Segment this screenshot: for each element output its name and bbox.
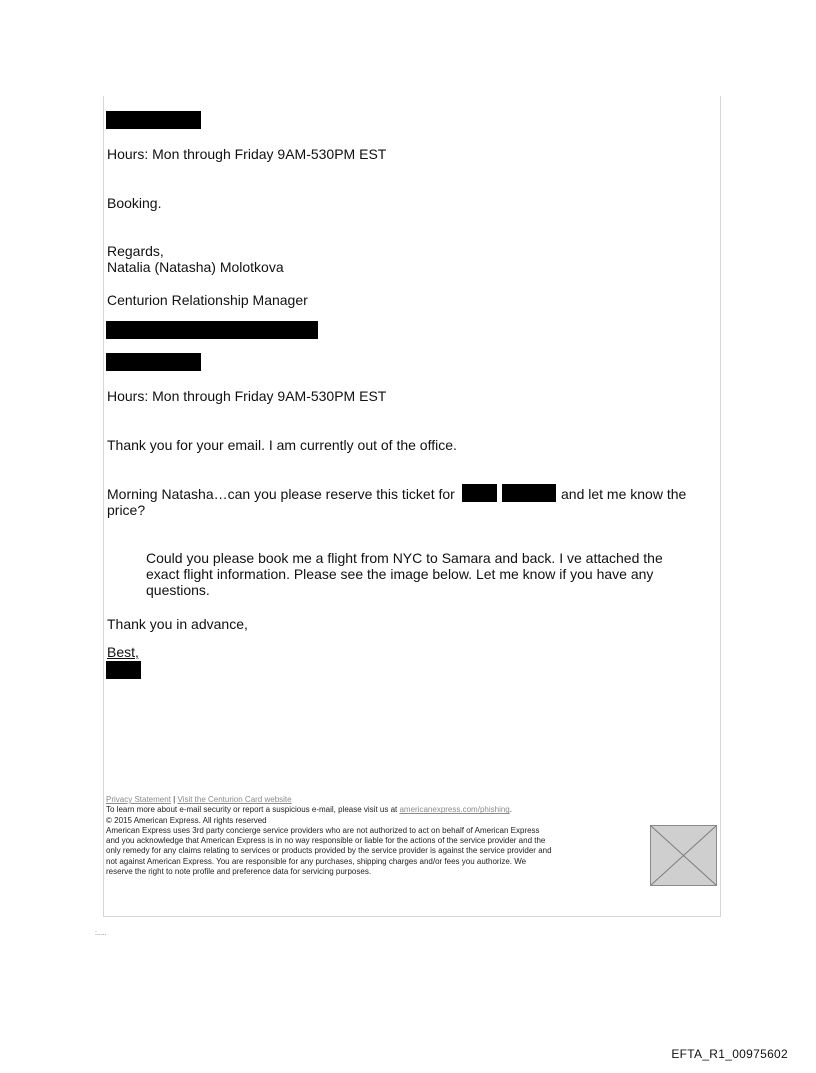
redaction-block xyxy=(462,484,497,502)
phishing-link[interactable]: americanexpress.com/phishing xyxy=(399,805,510,815)
quoted-text-line: Could you please book me a flight from NYC to Samara and back. I ve attached the xyxy=(146,550,663,566)
email-frame xyxy=(103,96,721,917)
redaction-block xyxy=(106,111,201,129)
hours-text: Hours: Mon through Friday 9AM-530PM EST xyxy=(107,146,387,162)
image-placeholder-cross xyxy=(651,826,716,885)
sender-title: Centurion Relationship Manager xyxy=(107,292,308,308)
copyright-text: © 2015 American Express. All rights reserved xyxy=(106,815,267,825)
document-id: EFTA_R1_00975602 xyxy=(671,1047,788,1061)
signoff-text: Best, xyxy=(107,644,139,660)
privacy-statement-link[interactable]: Privacy Statement xyxy=(106,795,171,804)
reserve-request-text: Morning Natasha…can you please reserve this ticket for xyxy=(107,486,455,502)
sender-name: Natalia (Natasha) Molotkova xyxy=(107,259,284,275)
disclaimer-line: not against American Express. You are responsible for any purchases, shipping charges and/or fees you authorize. We xyxy=(106,856,527,866)
regards-text: Regards, xyxy=(107,243,164,259)
quoted-text-line: questions. xyxy=(146,582,210,598)
disclaimer-line: only remedy for any claims relating to services or products provided by the service provider is against the service provider and xyxy=(106,846,552,856)
disclaimer-line: American Express uses 3rd party concierge service providers who are not authorized to act on behalf of American Express xyxy=(106,825,540,835)
redaction-block xyxy=(106,353,201,371)
disclaimer-line: and you acknowledge that American Express is in no way responsible or liable for the actions of the service provider and the xyxy=(106,836,546,846)
redaction-block xyxy=(106,661,141,679)
hours-text: Hours: Mon through Friday 9AM-530PM EST xyxy=(107,388,387,404)
redaction-block xyxy=(502,484,556,502)
footer-links xyxy=(106,795,650,805)
reserve-request-text-end: and let me know the xyxy=(561,486,687,502)
stray-marks: :..... xyxy=(95,930,107,937)
email-footer xyxy=(106,795,650,877)
link-separator: | xyxy=(173,795,176,804)
quoted-text-line: exact flight information. Please see the image below. Let me know if you have any xyxy=(146,566,654,582)
broken-image-icon xyxy=(650,825,717,886)
security-notice-text: To learn more about e-mail security or report a suspicious e-mail, please visit us at xyxy=(106,805,398,815)
thanks-text: Thank you in advance, xyxy=(107,616,248,632)
booking-text: Booking. xyxy=(107,195,162,211)
reserve-request-text-line2: price? xyxy=(107,502,146,518)
out-of-office-text: Thank you for your email. I am currently out of the office. xyxy=(107,437,457,453)
redaction-block xyxy=(106,321,318,339)
security-notice xyxy=(106,805,650,815)
security-notice-period: . xyxy=(509,805,512,815)
disclaimer-line: reserve the right to note profile and preference data for servicing purposes. xyxy=(106,867,372,877)
centurion-website-link[interactable]: Visit the Centurion Card website xyxy=(177,795,292,804)
